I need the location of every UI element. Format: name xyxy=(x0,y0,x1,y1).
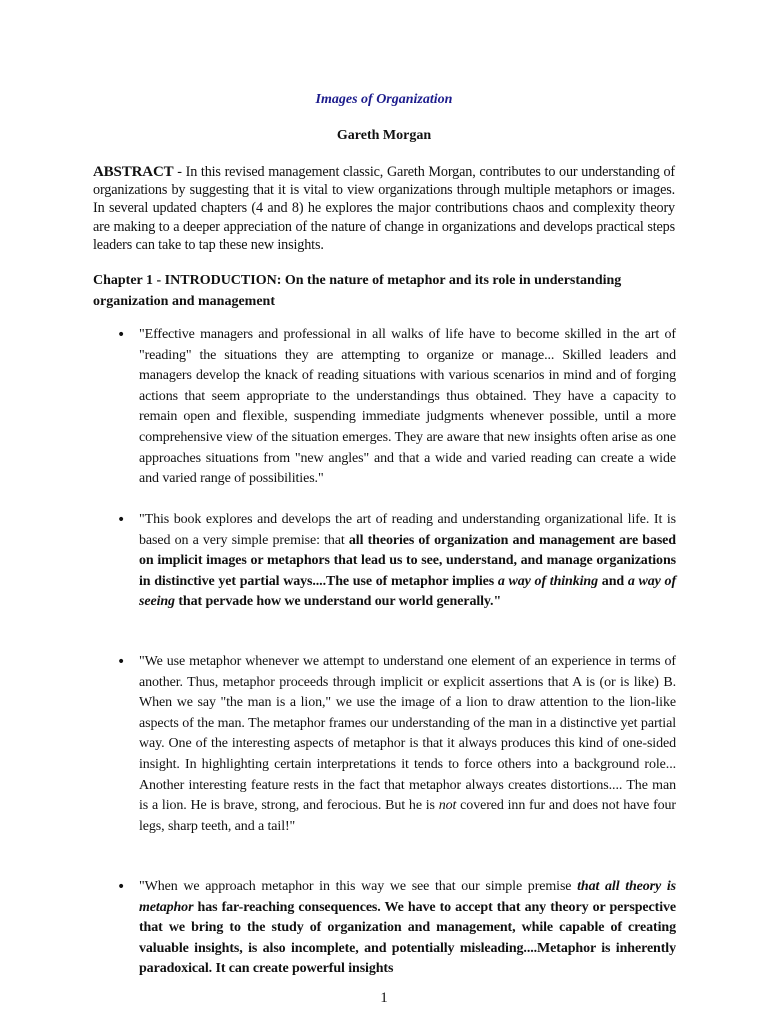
quote-bold-italic-text: that all theory is metaphor xyxy=(139,879,676,915)
quote-italic-text: not xyxy=(438,798,457,814)
quote-item xyxy=(117,325,676,490)
quote-bold-text: all theories of organization and management are based on implicit images or metaphors that lead us to see, understand, and manage organizations in distinctive yet partial ways....The use of metaphor implies xyxy=(139,532,676,589)
quote-item xyxy=(117,510,677,613)
quote-text: "We use metaphor whenever we attempt to understand one element of an experience in terms of another. Thus, metaphor proceeds through implicit or explicit assertions that A is (or is like) B. When we say "the man is a lion," we use the image of a lion to draw attention to the lion-like aspects of the man. The metaphor frames our understanding of the man in a distinctive yet partial way. One of the interesting aspects of metaphor is that it always produces this kind of one-sided insight. In highlighting certain interpretations it tends to force others into a background role... Another interesting feature rests in the fact that metaphor always creates distortions.... The man is a lion. He is brave, strong, and ferocious. But he is xyxy=(139,654,676,814)
quote-bold-italic-text: a way of seeing xyxy=(139,573,677,610)
bullet-icon: • xyxy=(117,879,126,895)
quote-bold-text: that pervade how we understand our world generally." xyxy=(174,594,502,610)
abstract-paragraph xyxy=(93,163,675,254)
quote-bold-italic-text: a way of thinking xyxy=(497,573,599,589)
quote-text: "Effective managers and professional in all walks of life have to become skilled in the art of "reading" the situations they are attempting to organize or manage... Skilled leaders and managers develop the knack of reading situations with various scenarios in mind and of forging actions that seem appropriate to the understandings thus obtained. They have a capacity to remain open and flexible, suspending immediate judgments whenever possible, until a more comprehensive view of the situation emerges. They are aware that new insights often arise as one approaches situations from "new angles" and that a wide and varied reading can create a wide and varied range of possibilities." xyxy=(139,327,676,487)
bullet-icon: • xyxy=(117,512,126,528)
quote-text: "When we approach metaphor in this way we see that our simple premise xyxy=(139,879,578,894)
quote-bold-text: has far-reaching consequences. We have to accept that any theory or perspective that we bring to the study of organization and management, while capable of creating valuable insights, is also incomplete, and potentially misleading....Metaphor is inherently paradoxical. It can create powerful insights xyxy=(139,899,676,977)
quote-item xyxy=(117,877,676,980)
quote-text: "This book explores and develops the art of reading and understanding organizational life. It is based on a very simple premise: that xyxy=(139,512,676,548)
bullet-icon: • xyxy=(117,327,126,343)
quote-item xyxy=(117,652,676,837)
document-title: Images of Organization xyxy=(315,92,453,107)
abstract-text: - In this revised management classic, Gareth Morgan, contributes to our understanding of organizations by suggesting that it is vital to view organizations through multiple metaphors or images. In several updated chapters (4 and 8) he explores the major contributions chaos and complexity theory are making to a deeper appreciation of the nature of change in organizations and develops practical steps leaders can take to tap these new insights. xyxy=(93,164,675,253)
abstract-label: ABSTRACT xyxy=(93,164,174,180)
page-number: 1 xyxy=(380,990,388,1006)
quote-bold-text: and xyxy=(598,573,628,589)
quote-text: covered inn fur and does not have four legs, sharp teeth, and a tail!" xyxy=(139,798,676,834)
bullet-icon: • xyxy=(117,654,126,670)
chapter-heading: Chapter 1 - INTRODUCTION: On the nature of metaphor and its role in understanding organization and management xyxy=(93,273,622,309)
document-author: Gareth Morgan xyxy=(336,128,432,143)
